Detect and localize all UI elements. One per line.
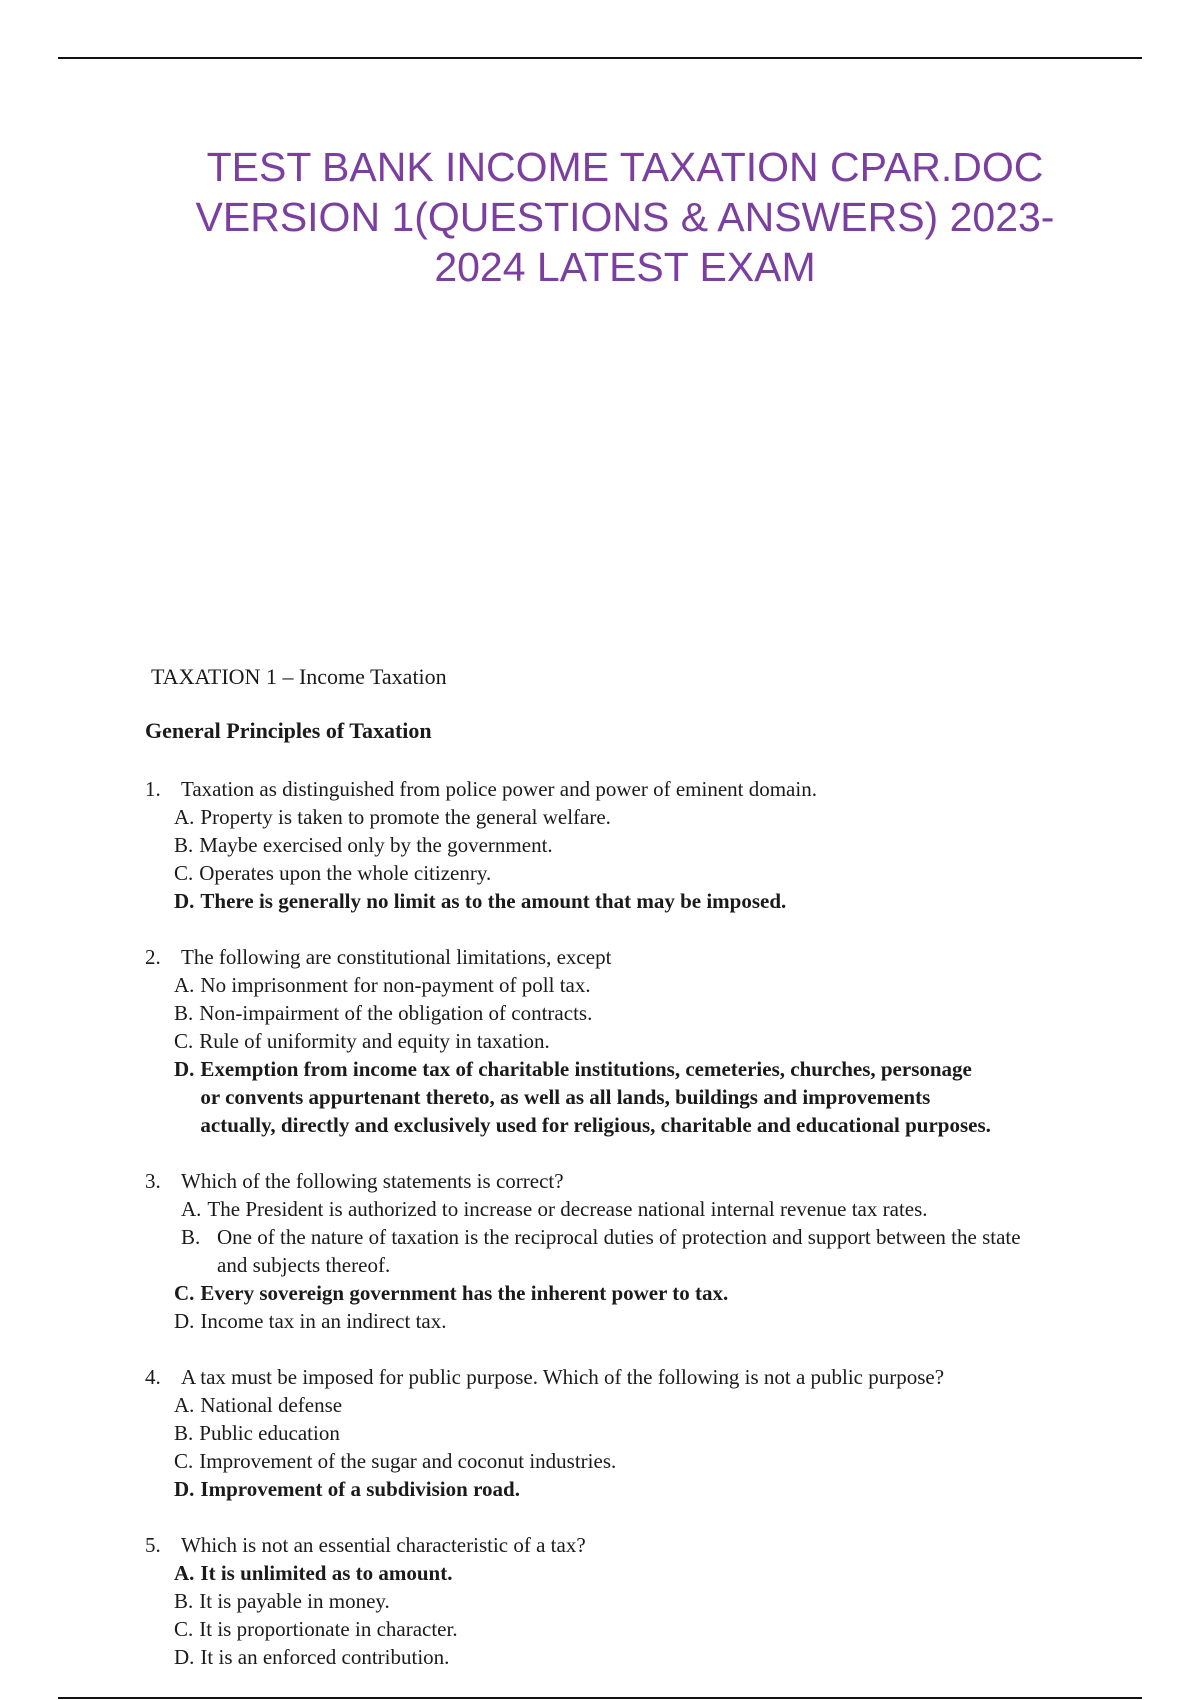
option-text: Public education (199, 1421, 340, 1445)
answer-option (181, 1195, 1145, 1223)
option-text: Income tax in an indirect tax. (200, 1309, 447, 1333)
option-text: One of the nature of taxation is the reciprocal duties of protection and support between the state and subjects thereof. (217, 1225, 1021, 1277)
option-text: Every sovereign government has the inherent power to tax. (200, 1281, 729, 1305)
option-text: Non-impairment of the obligation of contracts. (199, 1001, 593, 1025)
option-text: Exemption from income tax of charitable institutions, cemeteries, churches, personage or convents appurtenant thereto, as well as all lands, buildings and improvements actually, directly and exclusively used for religious, charitable and educational purposes. (200, 1057, 991, 1137)
option-text: Property is taken to promote the general welfare. (200, 805, 611, 829)
question-stem (145, 1363, 1145, 1391)
option-letter: B. (174, 1001, 194, 1025)
answer-option (174, 831, 1145, 859)
option-text: Rule of uniformity and equity in taxation. (199, 1029, 550, 1053)
question-item (145, 1167, 1145, 1335)
option-letter: D. (174, 1645, 195, 1669)
option-text: National defense (200, 1393, 343, 1417)
option-text: Maybe exercised only by the government. (199, 833, 553, 857)
question-stem (145, 943, 1145, 971)
option-letter: D. (174, 889, 195, 913)
answer-option (174, 803, 1145, 831)
top-rule (58, 57, 1142, 59)
bottom-rule (58, 1697, 1142, 1699)
question-stem (145, 775, 1145, 803)
course-heading: TAXATION 1 – Income Taxation (151, 664, 447, 689)
option-letter: C. (174, 1617, 194, 1641)
option-letter: A. (174, 973, 195, 997)
question-text: Which of the following statements is correct? (181, 1169, 564, 1193)
question-text: The following are constitutional limitations, except (181, 945, 612, 969)
question-number: 1. (145, 777, 161, 801)
option-text: It is payable in money. (199, 1589, 390, 1613)
title-line: TEST BANK INCOME TAXATION CPAR.DOC (206, 144, 1044, 190)
answer-option (174, 999, 1145, 1027)
answer-option (174, 1419, 1145, 1447)
question-stem (145, 1167, 1145, 1195)
question-item (145, 775, 1145, 915)
option-text: Operates upon the whole citizenry. (199, 861, 492, 885)
option-text: It is unlimited as to amount. (200, 1561, 453, 1585)
document-title (120, 142, 1130, 292)
answer-option (174, 859, 1145, 887)
correct-answer-option (174, 1559, 1145, 1587)
answer-option (174, 1587, 1145, 1615)
correct-answer-option (174, 1055, 1145, 1139)
answer-option (174, 1447, 1145, 1475)
section-heading: General Principles of Taxation (145, 718, 432, 743)
option-letter: C. (174, 1449, 194, 1473)
question-number: 5. (145, 1533, 161, 1557)
question-number: 2. (145, 945, 161, 969)
option-text: There is generally no limit as to the amount that may be imposed. (200, 889, 787, 913)
question-item (145, 1531, 1145, 1671)
title-line: 2024 LATEST EXAM (434, 244, 816, 290)
option-letter: C. (174, 1029, 194, 1053)
answer-option (174, 1615, 1145, 1643)
question-stem (145, 1531, 1145, 1559)
question-number: 3. (145, 1169, 161, 1193)
correct-answer-option (174, 1475, 1145, 1503)
question-list (145, 775, 1145, 1699)
answer-option (174, 1391, 1145, 1419)
option-text: It is an enforced contribution. (200, 1645, 450, 1669)
option-letter: C. (174, 1281, 195, 1305)
option-text: Improvement of the sugar and coconut industries. (199, 1449, 617, 1473)
question-item (145, 1363, 1145, 1503)
option-letter: B. (174, 833, 194, 857)
question-text: Taxation as distinguished from police power and power of eminent domain. (181, 777, 817, 801)
option-letter: A. (174, 1393, 195, 1417)
question-text: Which is not an essential characteristic of a tax? (181, 1533, 586, 1557)
answer-option (181, 1223, 1145, 1279)
option-letter: D. (174, 1477, 195, 1501)
option-text: No imprisonment for non-payment of poll tax. (200, 973, 591, 997)
question-number: 4. (145, 1365, 161, 1389)
question-item (145, 943, 1145, 1139)
option-letter: B. (174, 1589, 194, 1613)
option-letter: D. (174, 1057, 195, 1081)
question-text: A tax must be imposed for public purpose. Which of the following is not a public purpose? (181, 1365, 945, 1389)
option-letter: D. (174, 1309, 195, 1333)
correct-answer-option (174, 1279, 1145, 1307)
correct-answer-option (174, 887, 1145, 915)
answer-option (174, 971, 1145, 999)
answer-option (174, 1643, 1145, 1671)
option-letter: A. (174, 1561, 195, 1585)
option-text: Improvement of a subdivision road. (200, 1477, 520, 1501)
title-line: VERSION 1(QUESTIONS & ANSWERS) 2023- (195, 194, 1055, 240)
option-letter: A. (181, 1197, 202, 1221)
option-letter: B. (181, 1225, 201, 1249)
answer-option (174, 1307, 1145, 1335)
option-letter: B. (174, 1421, 194, 1445)
option-letter: A. (174, 805, 195, 829)
option-text: It is proportionate in character. (199, 1617, 458, 1641)
option-text: The President is authorized to increase or decrease national internal revenue tax rates. (207, 1197, 928, 1221)
answer-option (174, 1027, 1145, 1055)
option-letter: C. (174, 861, 194, 885)
